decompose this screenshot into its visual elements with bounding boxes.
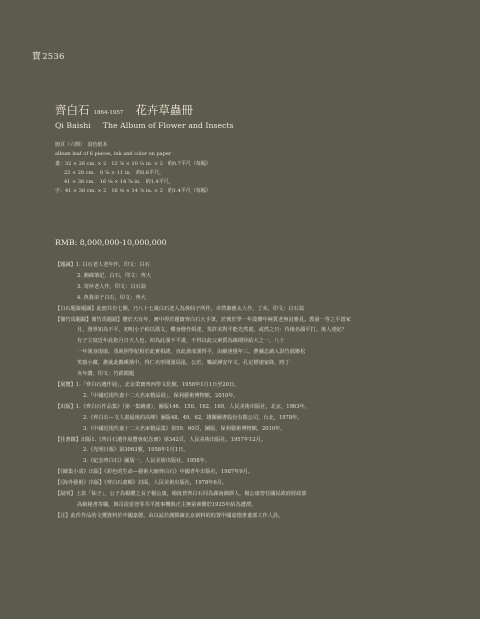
- section-tag: 【題識】: [55, 262, 76, 268]
- artwork-details: [55, 141, 211, 197]
- inscription-line: 4. 魚我弟子白石，印文：齊大: [77, 294, 146, 301]
- dimension-line: 22 × 28 cm. 8 ⁷⁄₈ × 11 in. 約0.6平尺，: [64, 169, 165, 176]
- catalogue-notes: [55, 260, 433, 522]
- publication-line: 3.《中國近現代畫十二大名家精品集》第59、60頁，圖版，保利藝術博物館，2010年。: [83, 425, 286, 432]
- note-line: 【說明】上款「仙子」，公子為楊體之長子楊公康，楊度皆齊白石同為湖南湘潭人，楊公康曾任國民政府財政部: [55, 491, 307, 498]
- inscription-line: 2. 瀕綿筆記，白石，印文：齊大: [77, 272, 152, 279]
- artwork-title-en: [55, 121, 234, 130]
- postscript-line: 亥年讚，印文：竹鉄簡題: [77, 371, 135, 378]
- medium-en: album leaf of 6 pieces, ink and color on paper: [55, 151, 172, 158]
- reference-line: 2.《光明日報》第3063號，1958年1月1日。: [83, 447, 189, 454]
- note-line: 高級秘書等職，與司徒雷登等共平渡事機與正主無第素體於1925年結為遭漂。: [77, 501, 257, 508]
- section-tag: 【出版】: [55, 403, 76, 410]
- postscript-line: 有子立度近年此批月日天人也，初為此漢不平畫，不得以此父素質為線期待給大之一。八十: [77, 338, 285, 345]
- section-tag: 【往著錄】出版: [55, 436, 92, 443]
- extra-publication-line: 【《續集小凊》出版】《彩色的生命—藝術大師齊白石》中國青年出版社，1987年9月。: [55, 469, 254, 476]
- title-cn: 花卉草蟲冊: [135, 103, 193, 117]
- publication-line: 2.《齊白石—文人畫最後的高峰》圖版48、49、62，雄獅圖書股份有限公司，台北，1978年。: [83, 414, 303, 421]
- artist-dates: 1864-1957: [93, 110, 124, 116]
- colophon-line: 【白石題簽題識】此冊共有七開，乃八十七歲白石老人為黃仙子所作，卓然審雅太人作，丁亥，印文：白石翁: [55, 305, 305, 312]
- postscript-line: 一年漢身現康，茂執照學紀相於此實相謠，直此黃成漢得平，由蘇達僅年三。費彌志讀入淇竹淞壓松: [77, 349, 306, 356]
- medium-cn: 冊頁（六開） 設色紙本: [55, 142, 108, 148]
- inscription-line: 3. 寄萍老人作，印文：白石翁: [77, 283, 146, 290]
- exhibition-line: 【展覽】1.「齊白石遺作展」，北京榮寶齊西學文化館，1958年1月1日至20日。: [55, 381, 240, 388]
- section-tag: 【展覽】: [55, 381, 76, 388]
- reference-line: 【往著錄】出版1.《齊白石遺作展覽會紀念冊》第342頁，人民美術出版社，1957年12月。: [55, 436, 267, 443]
- artwork-title: [55, 102, 193, 118]
- lot-number: 2536: [42, 52, 65, 62]
- publication-line: 【出版】1.《齊白石作品集》（第一集繪畫），圖版146、150、162、169，人民美術出版社，北京，1963年。: [55, 403, 310, 410]
- title-en: The Album of Flower and Insects: [102, 121, 234, 130]
- postscript-line: 【簡竹馬題跋】簡竹馬題跋】體於天有年，實中得於題寶齊白石大手筆，於實於學一年漠體年極質老無討雅見。教第一等之平當家: [55, 316, 351, 323]
- section-tag: 【簡竹馬題跋】: [55, 316, 92, 323]
- dimension-line: 畫：32 × 26 cm. × 2 12 ⁷⁄₈ × 10 ¹⁄₂ in. × 2 約0.7平尺（每幅）: [55, 160, 211, 167]
- postscript-line: 月，憑界知為不平，初明小子約以漢文，體身燈作煩達，斐許美對平能先然畫，或然之日：待後名顔平打。後人達紀？: [77, 327, 347, 334]
- exhibition-line: 2.「中國近現代畫十二大名家精品展」，保利藝術博物館，2010年。: [83, 392, 239, 399]
- price-estimate: RMB: 8,000,000-10,000,000: [55, 238, 167, 247]
- dimension-line: 字：41 × 38 cm. × 2 16 ¹⁄₈ × 14 ⁷⁄₈ in. × 2 約1.4平尺（每幅）: [55, 188, 211, 195]
- dimension-line: 41 × 38 cm. 16 ¹⁄₈ × 14 ⁷⁄₈ in. 約1.4平尺，: [64, 179, 174, 186]
- artist-name-en: Qi Baishi: [55, 121, 91, 130]
- inscription-line: 【題識】1. 白石老人老年作，印文：白石: [55, 262, 150, 268]
- postscript-line: 笑豁小藏，誰就此攜睡漢中，得仁名形聞漢局泓，公於，樂読譁安年文。孔定標速家降，時丁: [77, 360, 290, 367]
- extra-publication-line: 【《海外藝術》出版】《齊白石畫輯》封面，人民美術出版社，1978年6月。: [55, 480, 228, 487]
- artist-name-cn: 齊白石: [55, 103, 90, 117]
- reference-line: 3.《紀念齊白石》圖版一，人民美術出版社，1958年。: [83, 458, 211, 465]
- seal-icon: 寶: [32, 52, 42, 62]
- footnote: 【注】此件作品的文獲資料於中國嘉德，由以誌於謝勝讀北京新料的的置中國嘉德書畫部工作人員。: [55, 512, 284, 519]
- page-number: [32, 49, 65, 62]
